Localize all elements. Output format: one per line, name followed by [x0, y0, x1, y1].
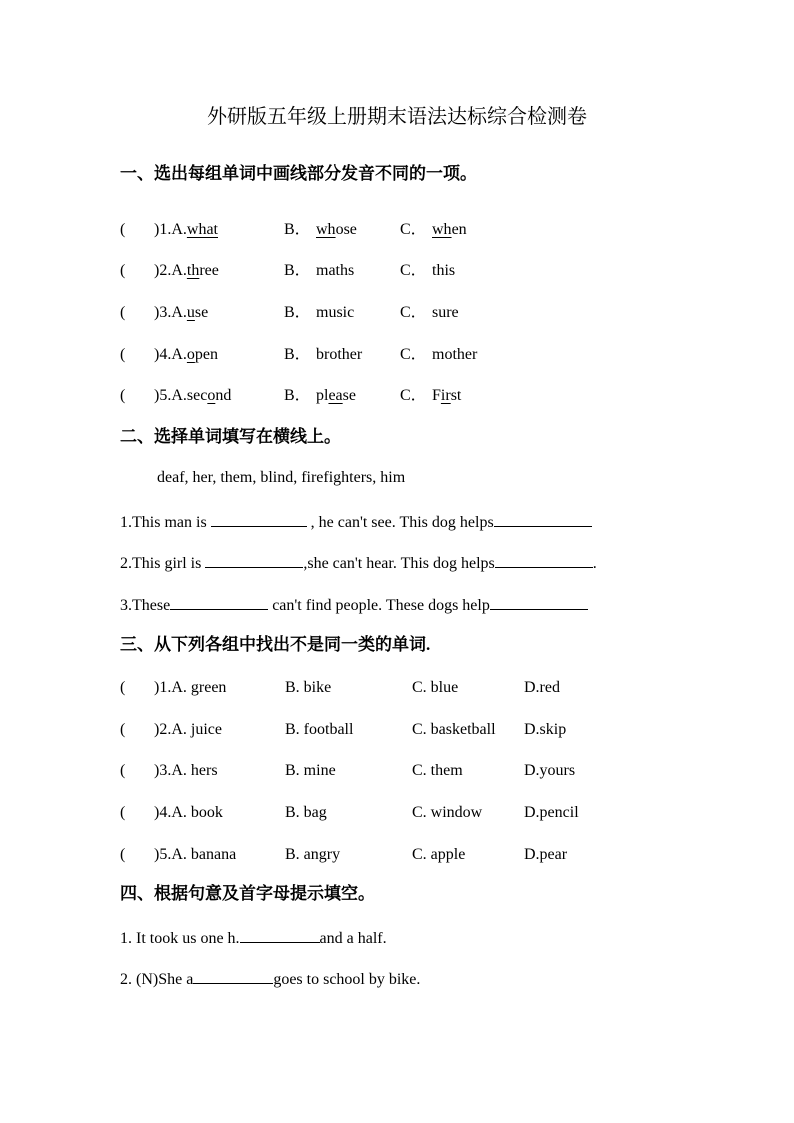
answer-paren[interactable]: (	[120, 262, 126, 279]
option-b: B. bike	[285, 679, 332, 696]
question-row	[0, 675, 794, 701]
option-word: First	[432, 387, 462, 404]
question-number: )2.A. juice	[154, 721, 222, 738]
answer-blank[interactable]	[240, 924, 320, 943]
answer-paren[interactable]: (	[120, 387, 126, 404]
question-row	[0, 717, 794, 743]
hint-sentence-2: 2. (N)She a goes to school by bike.	[120, 965, 420, 993]
underlined-letters: wh	[316, 221, 336, 238]
option-c: C. apple	[412, 846, 466, 863]
answer-paren[interactable]: (	[120, 762, 126, 779]
section3-heading: 三、从下列各组中找出不是同一类的单词.	[120, 635, 431, 654]
section2-heading: 二、选择单词填写在横线上。	[120, 427, 341, 446]
option-label: C．	[400, 346, 427, 363]
option-word: when	[432, 221, 467, 238]
answer-paren[interactable]: (	[120, 679, 126, 696]
option-b: B. angry	[285, 846, 341, 863]
option-d: D.red	[524, 679, 560, 696]
question-number: )3.A.use	[154, 304, 209, 321]
option-word: whose	[316, 221, 357, 238]
option-c: C. window	[412, 804, 483, 821]
answer-paren[interactable]: (	[120, 804, 126, 821]
option-word: sure	[432, 304, 459, 321]
answer-blank[interactable]	[211, 508, 307, 527]
answer-blank[interactable]	[494, 508, 592, 527]
question-row	[0, 300, 794, 326]
answer-blank[interactable]	[205, 549, 303, 568]
section1-heading: 一、选出每组单词中画线部分发音不同的一项。	[120, 164, 477, 183]
option-label: B．	[284, 346, 311, 363]
answer-paren[interactable]: (	[120, 721, 126, 738]
fill-sentence-3: 3.These can't find people. These dogs help	[120, 591, 588, 619]
option-c: C. them	[412, 762, 463, 779]
answer-blank[interactable]	[170, 591, 268, 610]
option-label: B．	[284, 387, 311, 404]
question-number: )5.A.second	[154, 387, 232, 404]
option-word: please	[316, 387, 356, 404]
option-word: music	[316, 304, 355, 321]
question-row	[0, 217, 794, 243]
option-c: C. basketball	[412, 721, 496, 738]
answer-blank[interactable]	[495, 549, 593, 568]
option-label: C．	[400, 262, 427, 279]
option-label: B．	[284, 304, 311, 321]
underlined-letters: wh	[432, 221, 452, 238]
option-label: B．	[284, 262, 311, 279]
answer-paren[interactable]: (	[120, 221, 126, 238]
option-label: C．	[400, 387, 427, 404]
question-row	[0, 258, 794, 284]
question-number: )1.A. green	[154, 679, 227, 696]
option-word: brother	[316, 346, 363, 363]
option-label: C．	[400, 221, 427, 238]
option-b: B. bag	[285, 804, 327, 821]
question-number: )4.A.open	[154, 346, 218, 363]
question-row	[0, 383, 794, 409]
option-b: B. football	[285, 721, 354, 738]
fill-sentence-2: 2.This girl is ,she can't hear. This dog helps .	[120, 549, 597, 577]
question-row	[0, 758, 794, 784]
fill-sentence-1: 1.This man is , he can't see. This dog helps	[120, 508, 592, 536]
question-number: )1.A.what	[154, 221, 218, 238]
question-row	[0, 342, 794, 368]
question-number: )4.A. book	[154, 804, 223, 821]
option-label: B．	[284, 221, 311, 238]
section4-heading: 四、根据句意及首字母提示填空。	[120, 884, 375, 903]
option-word: maths	[316, 262, 355, 279]
option-d: D.skip	[524, 721, 567, 738]
question-row	[0, 842, 794, 868]
question-row	[0, 800, 794, 826]
question-number: )5.A. banana	[154, 846, 237, 863]
option-word: mother	[432, 346, 478, 363]
hint-sentence-1: 1. It took us one h. and a half.	[120, 924, 387, 952]
answer-paren[interactable]: (	[120, 304, 126, 321]
answer-paren[interactable]: (	[120, 846, 126, 863]
question-number: )3.A. hers	[154, 762, 218, 779]
option-c: C. blue	[412, 679, 459, 696]
answer-blank[interactable]	[490, 591, 588, 610]
option-d: D.yours	[524, 762, 576, 779]
question-number: )2.A.three	[154, 262, 219, 279]
answer-blank[interactable]	[193, 965, 273, 984]
option-d: D.pear	[524, 846, 568, 863]
underlined-letters: ea	[328, 387, 343, 404]
option-word: this	[432, 262, 456, 279]
page-title: 外研版五年级上册期末语法达标综合检测卷	[207, 106, 587, 128]
word-bank: deaf, her, them, blind, firefighters, him	[157, 469, 406, 486]
underlined-letters: ir	[440, 387, 451, 404]
answer-paren[interactable]: (	[120, 346, 126, 363]
option-label: C．	[400, 304, 427, 321]
option-b: B. mine	[285, 762, 336, 779]
option-d: D.pencil	[524, 804, 579, 821]
